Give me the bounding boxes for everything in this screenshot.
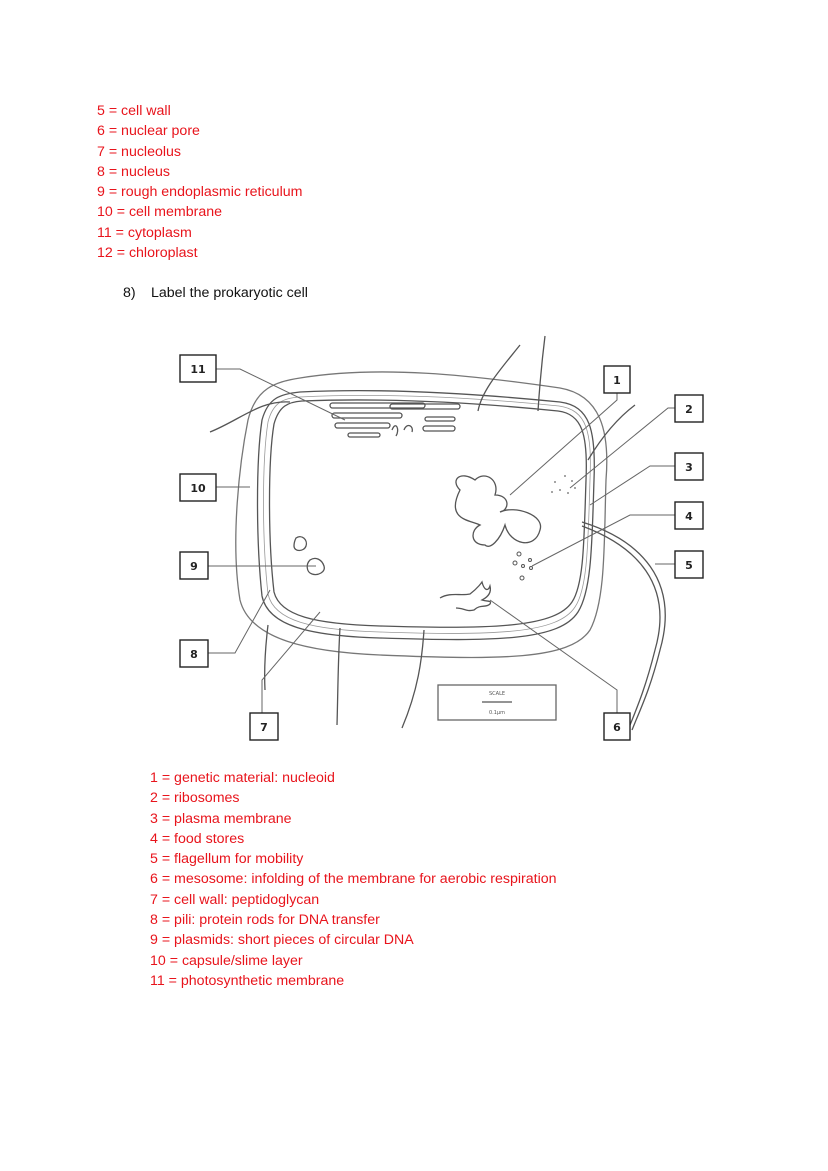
cell-wall-outline	[258, 391, 595, 640]
flagellum	[582, 526, 660, 730]
label-number: 9	[190, 560, 198, 573]
label-number: 11	[190, 363, 206, 376]
label-number: 1	[613, 374, 621, 387]
pilus	[337, 628, 340, 725]
pilus	[402, 630, 424, 728]
label-number: 2	[685, 403, 693, 416]
question-number: 8)	[123, 285, 136, 301]
food-stores	[513, 552, 533, 580]
pilus	[265, 625, 268, 690]
label-number: 7	[260, 721, 268, 734]
answer-line: 4 = food stores	[150, 830, 245, 847]
scale-title: SCALE	[488, 691, 506, 697]
pilus	[210, 402, 290, 432]
scale-value: 0.1μm	[488, 710, 506, 716]
answer-line: 5 = cell wall	[97, 103, 171, 119]
label-number: 3	[685, 461, 693, 474]
answer-line: 10 = capsule/slime layer	[150, 952, 303, 969]
answer-line: 8 = pili: protein rods for DNA transfer	[150, 912, 380, 929]
plasmid	[294, 537, 306, 551]
answer-line: 7 = nucleolus	[97, 143, 182, 160]
answer-line: 3 = plasma membrane	[150, 810, 292, 827]
answer-line: 12 = chloroplast	[97, 245, 198, 262]
question-text: Label the prokaryotic cell	[151, 285, 308, 301]
answer-line: 11 = cytoplasm	[97, 224, 192, 241]
capsule-outline	[236, 372, 607, 658]
label-number: 8	[190, 648, 198, 661]
answer-line: 6 = nuclear pore	[97, 123, 200, 140]
plasma-membrane-outline	[270, 400, 587, 627]
nucleoid	[455, 476, 540, 546]
answer-line: 7 = cell wall: peptidoglycan	[150, 891, 320, 908]
answer-line: 8 = nucleus	[97, 163, 170, 180]
answer-line: 2 = ribosomes	[150, 790, 240, 807]
answer-line: 11 = photosynthetic membrane	[150, 972, 345, 989]
pilus	[588, 405, 635, 460]
label-number: 10	[190, 482, 206, 495]
answer-line: 9 = plasmids: short pieces of circular DNA	[150, 932, 414, 949]
prokaryote-answer-list	[150, 768, 557, 991]
answer-line: 5 = flagellum for mobility	[150, 851, 304, 868]
answer-line: 6 = mesosome: infolding of the membrane for aerobic respiration	[150, 871, 557, 888]
label-number: 4	[685, 510, 693, 523]
ribosomes	[551, 475, 576, 494]
mesosome	[440, 582, 491, 611]
label-number: 6	[613, 721, 621, 734]
answer-line: 9 = rough endoplasmic reticulum	[97, 184, 303, 201]
answer-line: 10 = cell membrane	[97, 204, 222, 221]
photosynthetic-membrane	[330, 403, 460, 437]
answer-line: 1 = genetic material: nucleoid	[150, 770, 335, 786]
label-number: 5	[685, 559, 693, 572]
flagellum	[582, 522, 665, 730]
